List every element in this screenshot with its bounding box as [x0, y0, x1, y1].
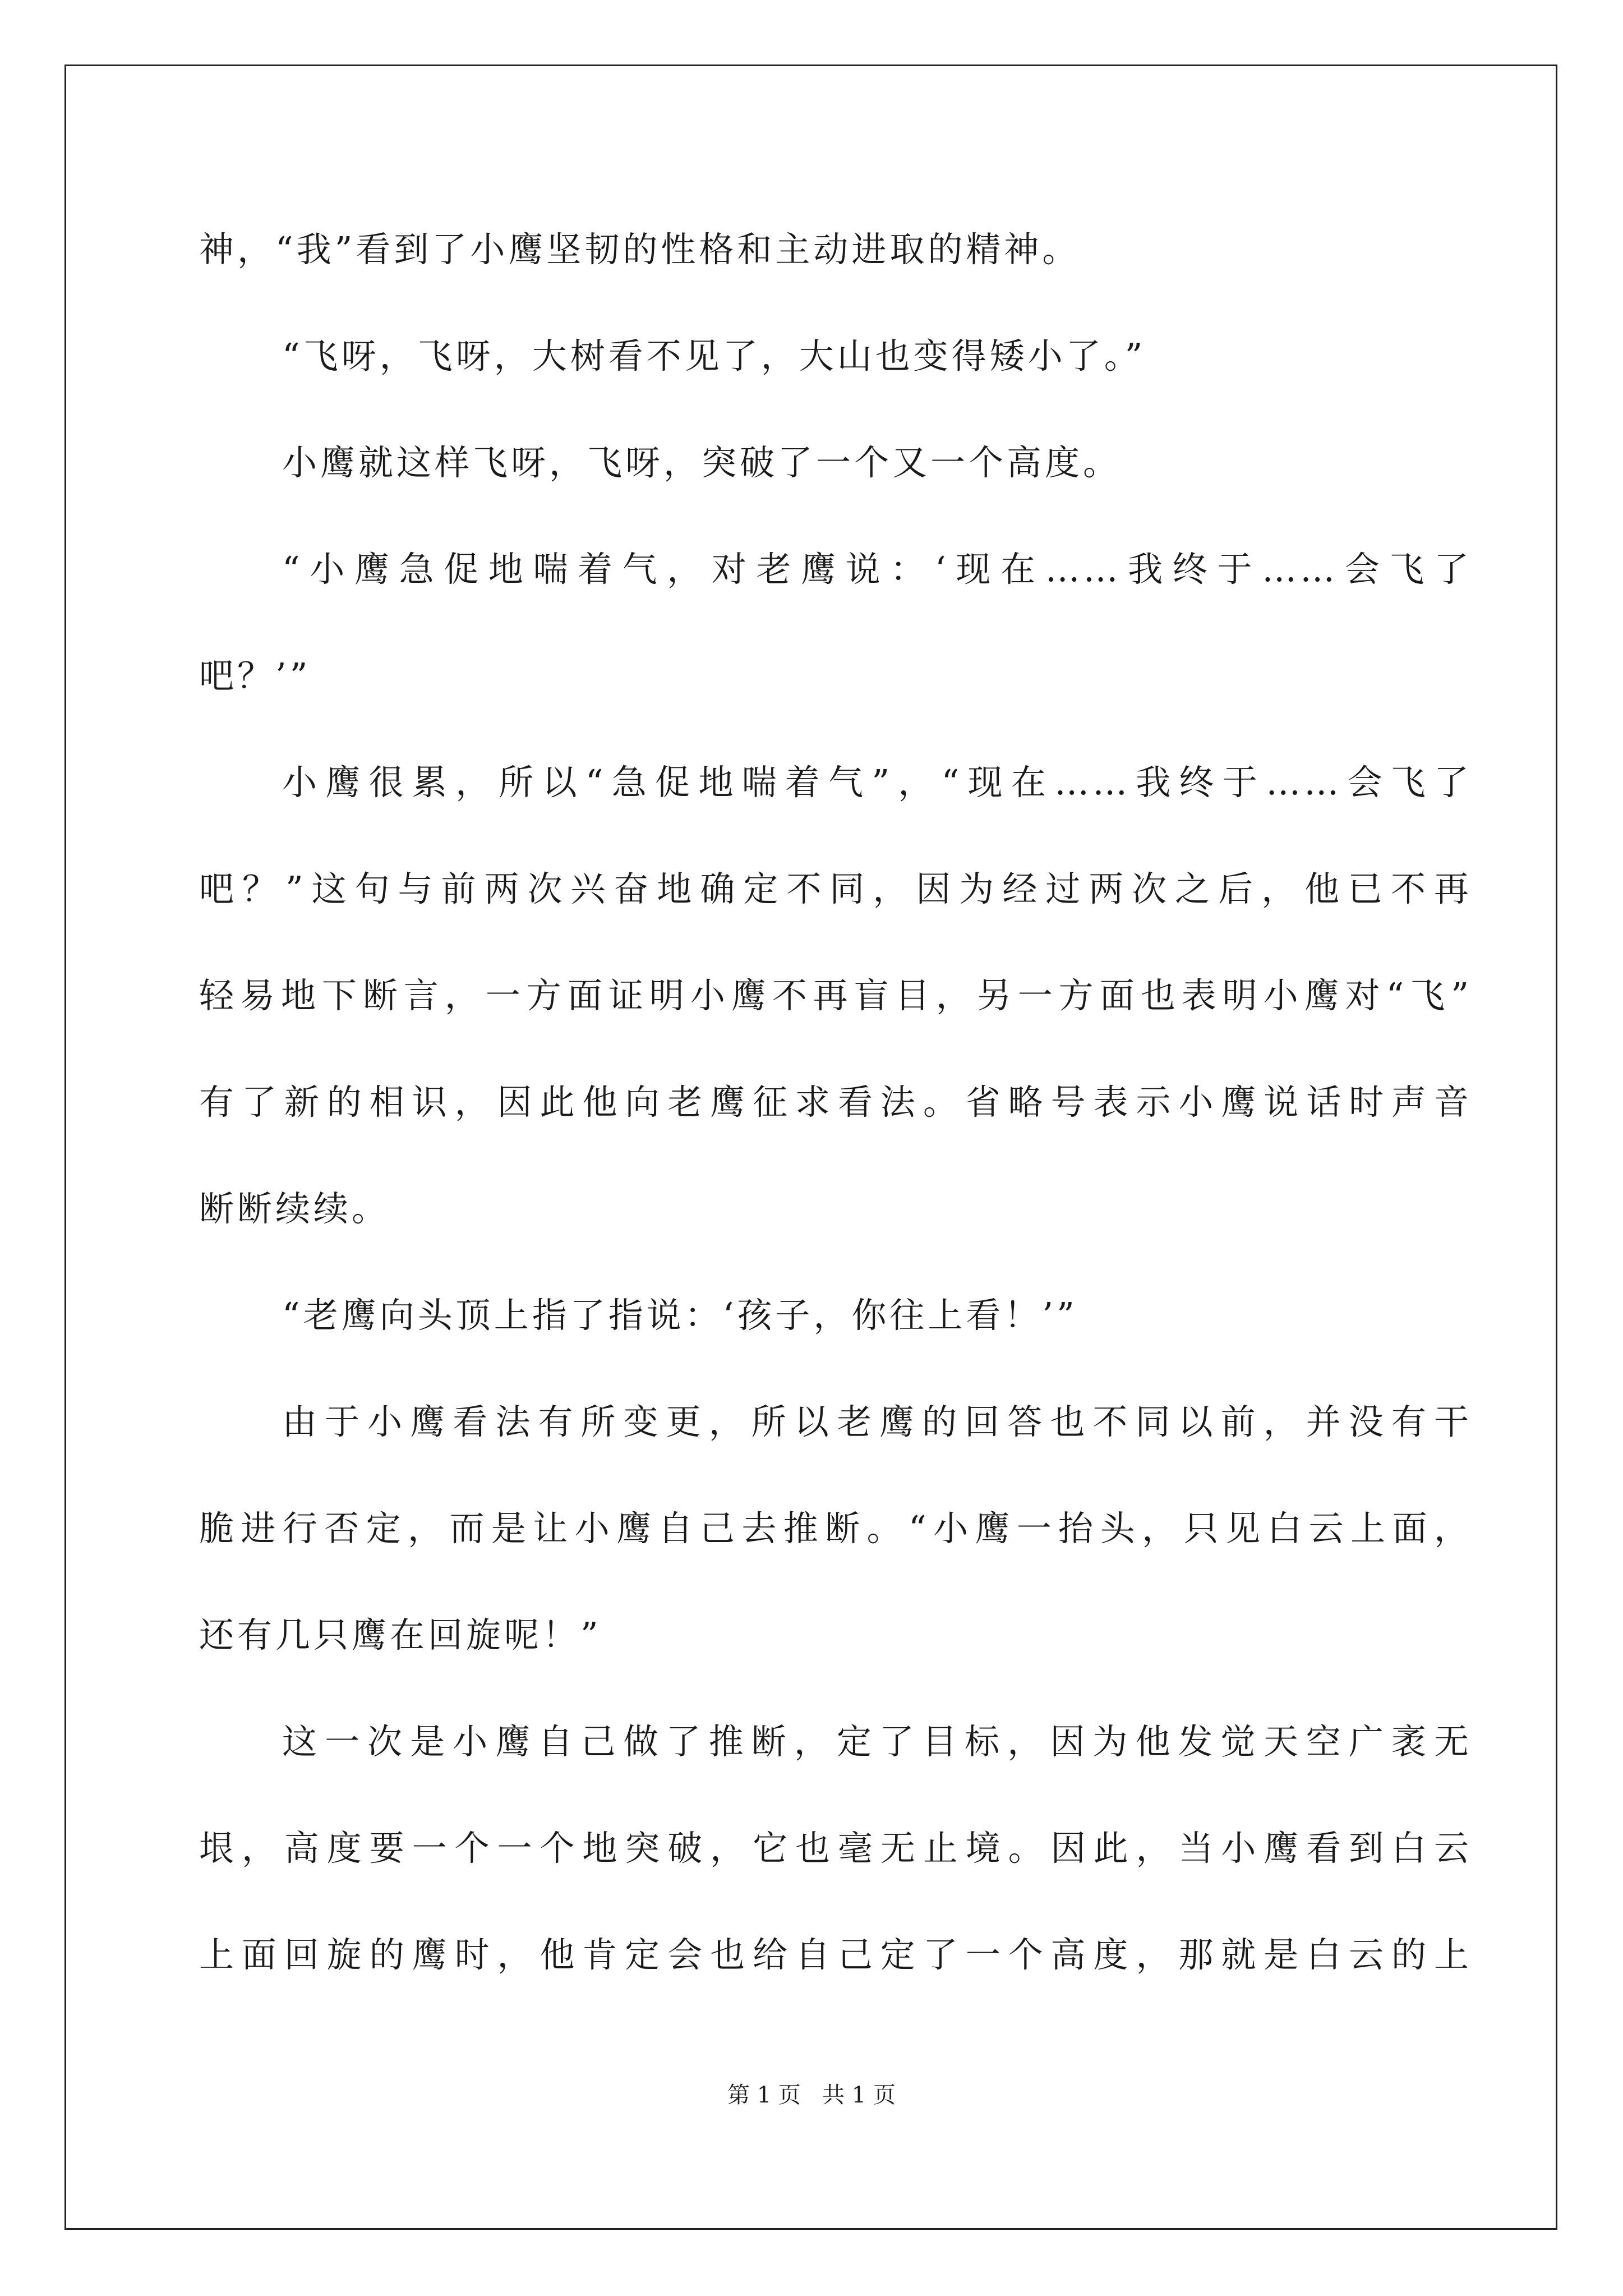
text-line: 断断续续。 — [199, 1188, 390, 1229]
page-number-footer: 第 1 页 共 1 页 — [727, 2082, 896, 2108]
text-line: 这一次是小鹰自己做了推断，定了目标，因为他发觉天空广袤无 — [282, 1721, 1472, 1762]
text-line: 吧？”这句与前两次兴奋地确定不同，因为经过两次之后，他已不再 — [199, 868, 1472, 909]
text-line: 上面回旋的鹰时，他肯定会也给自己定了一个高度，那就是白云的上 — [199, 1934, 1472, 1975]
text-line: 小鹰就这样飞呀，飞呀，突破了一个又一个高度。 — [282, 442, 1122, 483]
text-line: 小鹰很累，所以“急促地喘着气”，“现在……我终于……会飞了 — [282, 762, 1472, 803]
text-line: “飞呀，飞呀，大树看不见了，大山也变得矮小了。” — [282, 335, 1146, 376]
text-line: 脆进行否定，而是让小鹰自己去推断。“小鹰一抬头，只见白云上面， — [199, 1508, 1472, 1549]
page-border — [64, 65, 1557, 2230]
text-line: 垠，高度要一个一个地突破，它也毫无止境。因此，当小鹰看到白云 — [199, 1828, 1472, 1869]
text-line: 有了新的相识，因此他向老鹰征求看法。省略号表示小鹰说话时声音 — [199, 1082, 1472, 1122]
text-line: “小鹰急促地喘着气，对老鹰说：‘现在……我终于……会飞了 — [282, 549, 1472, 590]
text-line: 轻易地下断言，一方面证明小鹰不再盲目，另一方面也表明小鹰对“飞” — [199, 975, 1472, 1016]
text-line: 还有几只鹰在回旋呢！” — [199, 1614, 602, 1655]
text-line: 吧？’” — [199, 655, 311, 696]
text-line: 神，“我”看到了小鹰坚韧的性格和主动进取的精神。 — [199, 229, 1081, 270]
text-line: 由于小鹰看法有所变更，所以老鹰的回答也不同以前，并没有干 — [282, 1401, 1472, 1442]
text-line: “老鹰向头顶上指了指说：‘孩子，你往上看！’” — [282, 1295, 1078, 1336]
